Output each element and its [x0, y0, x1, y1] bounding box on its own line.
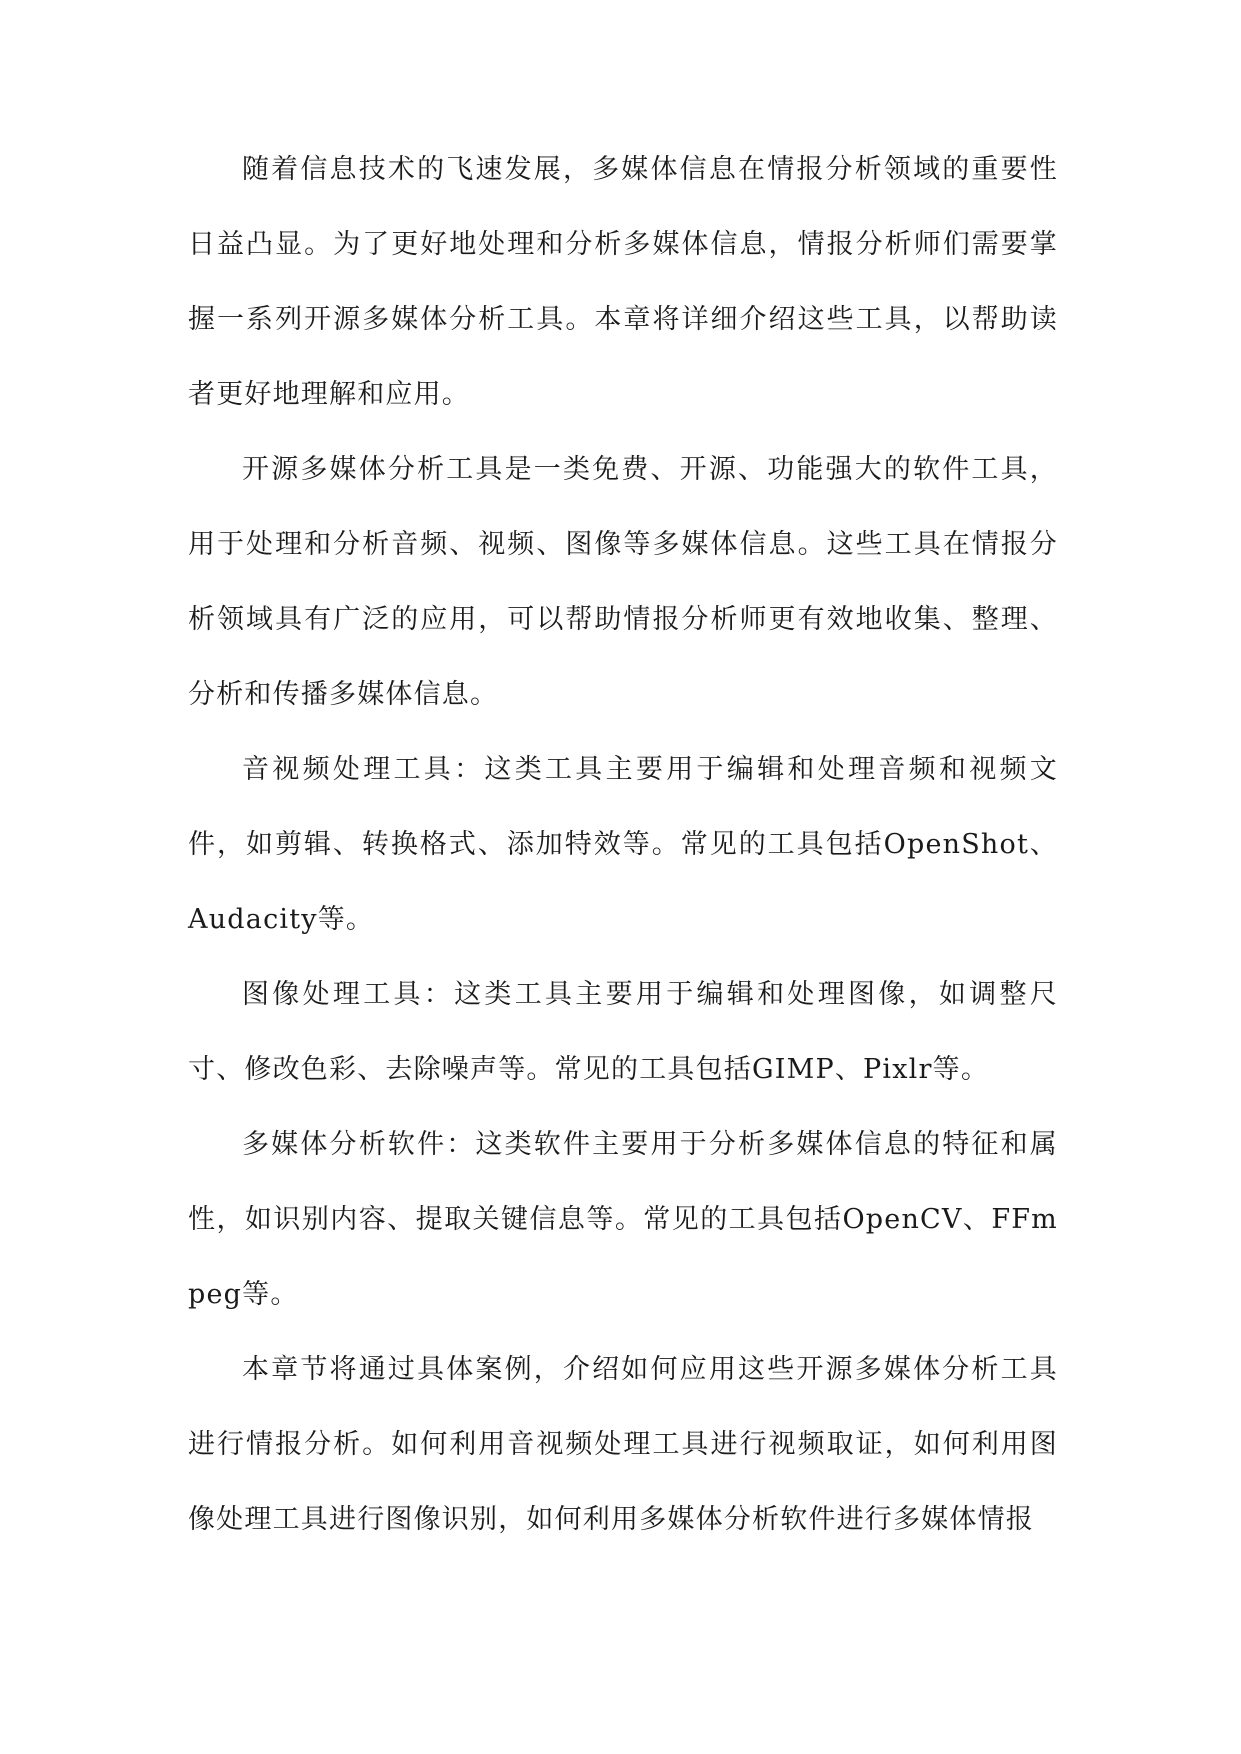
- paragraph-definition: 开源多媒体分析工具是一类免费、开源、功能强大的软件工具，用于处理和分析音频、视频、图像等多媒体信息。这些工具在情报分析领域具有广泛的应用，可以帮助情报分析师更有效地收集、整理、分析和传播多媒体信息。: [188, 454, 1058, 710]
- paragraph-analysis-software: 多媒体分析软件：这类软件主要用于分析多媒体信息的特征和属性，如识别内容、提取关键信息等。常见的工具包括OpenCV、FFmpeg等。: [188, 1129, 1058, 1310]
- paragraph-av-tools: 音视频处理工具：这类工具主要用于编辑和处理音频和视频文件，如剪辑、转换格式、添加特效等。常见的工具包括OpenShot、Audacity等。: [188, 754, 1058, 935]
- paragraph-intro: 随着信息技术的飞速发展，多媒体信息在情报分析领域的重要性日益凸显。为了更好地处理和分析多媒体信息，情报分析师们需要掌握一系列开源多媒体分析工具。本章将详细介绍这些工具，以帮助读者更好地理解和应用。: [188, 154, 1058, 410]
- paragraph-image-tools: 图像处理工具：这类工具主要用于编辑和处理图像，如调整尺寸、修改色彩、去除噪声等。常见的工具包括GIMP、Pixlr等。: [188, 979, 1058, 1085]
- paragraph-chapter-overview: 本章节将通过具体案例，介绍如何应用这些开源多媒体分析工具进行情报分析。如何利用音视频处理工具进行视频取证，如何利用图像处理工具进行图像识别，如何利用多媒体分析软件进行多媒体情报: [188, 1354, 1058, 1535]
- document-body: [188, 132, 1058, 1557]
